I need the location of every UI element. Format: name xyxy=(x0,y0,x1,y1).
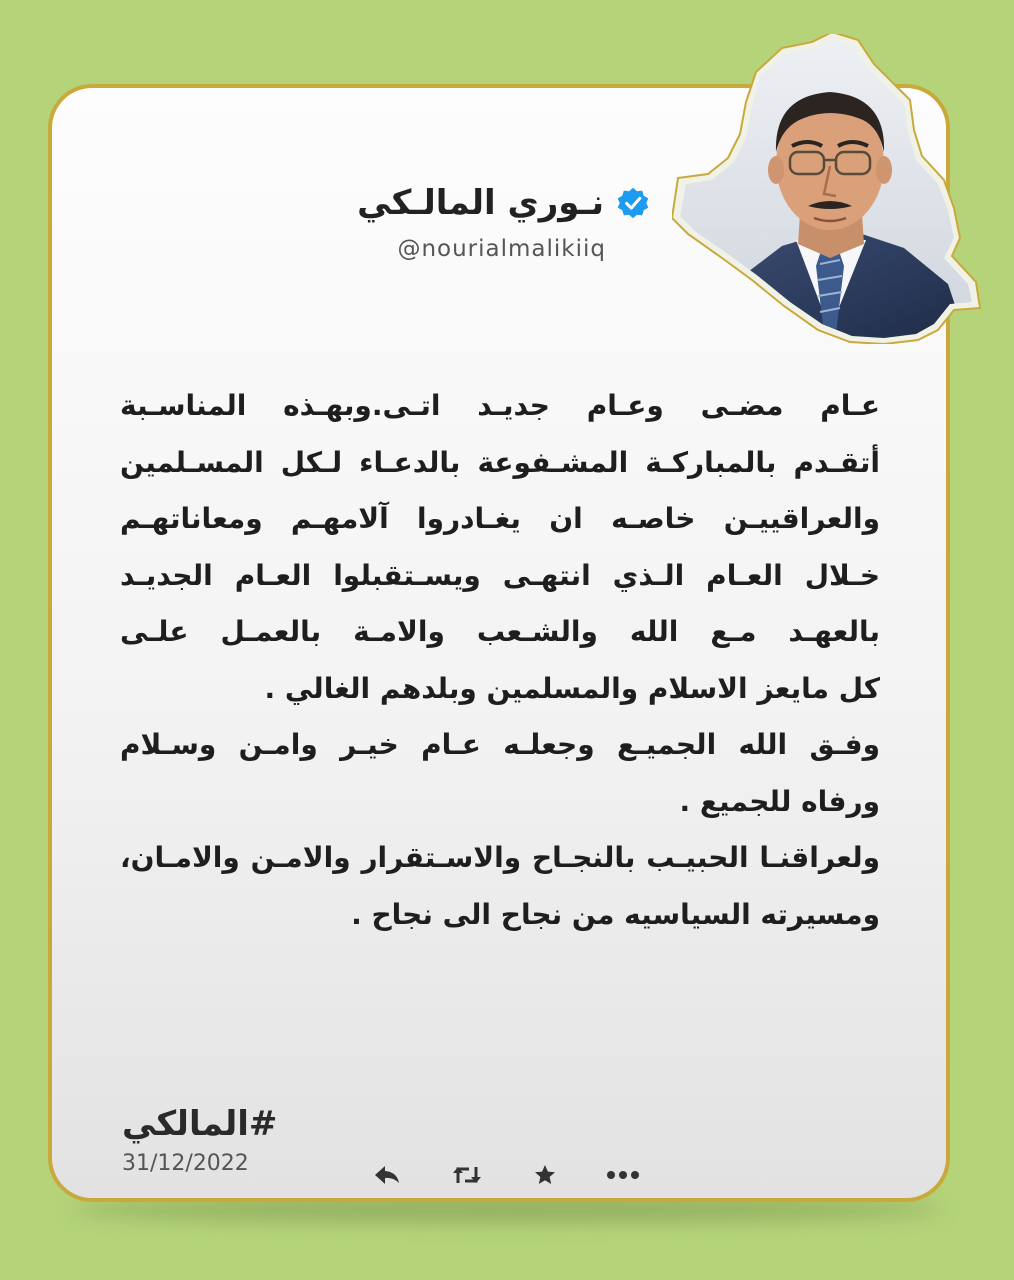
more-options-button[interactable] xyxy=(606,1158,640,1192)
reply-icon xyxy=(373,1163,401,1187)
reply-button[interactable] xyxy=(370,1158,404,1192)
tweet-line: خـلال العـام الـذي انتهـى ويسـتقبلوا العـام الجديـد xyxy=(120,558,880,592)
tweet-actions xyxy=(368,1158,648,1192)
iraq-map-avatar-icon xyxy=(672,34,992,344)
like-button[interactable] xyxy=(528,1158,562,1192)
tweet-line: وفـق الله الجميـع وجعلـه عـام خيـر وامـن وسـلام xyxy=(120,728,880,761)
tweet-line: كل مايعز الاسلام والمسلمين وبلدهم الغالي . xyxy=(264,671,880,705)
tweet-date: 31/12/2022 xyxy=(122,1151,249,1176)
profile-header xyxy=(320,178,650,278)
avatar xyxy=(672,34,992,344)
tweet-line: بالعهـد مـع الله والشـعب والامـة بالعمـل علـى xyxy=(120,615,880,648)
retweet-button[interactable] xyxy=(450,1158,484,1192)
tweet-line: ورفاه للجميع . xyxy=(679,784,880,818)
retweet-icon xyxy=(451,1163,483,1187)
hashtag-link[interactable]: #المالكي xyxy=(122,1104,278,1144)
like-star-icon xyxy=(533,1163,557,1187)
profile-name[interactable]: نـوري المالـكي xyxy=(357,183,604,223)
name-row xyxy=(320,178,650,228)
profile-handle[interactable]: @nourialmalikiiq xyxy=(397,236,606,262)
verified-badge-icon xyxy=(616,186,650,220)
tweet-line: أتقـدم بالمباركـة المشـفوعة بالدعـاء لـكل المسـلمين xyxy=(120,445,880,479)
tweet-line: ولعراقنـا الحبيـب بالنجـاح والاسـتقرار والامـن والامـان، xyxy=(120,841,880,874)
tweet-text xyxy=(120,378,880,943)
more-options-icon xyxy=(606,1170,640,1180)
tweet-line: عـام مضـى وعـام جديـد اتـى.وبهـذه المناسـبة xyxy=(120,389,880,422)
tweet-line: والعراقييـن خاصـه ان يغـادروا آلامهـم ومعاناتهـم xyxy=(120,502,880,535)
tweet-line: ومسيرته السياسيه من نجاح الى نجاح . xyxy=(351,897,880,931)
